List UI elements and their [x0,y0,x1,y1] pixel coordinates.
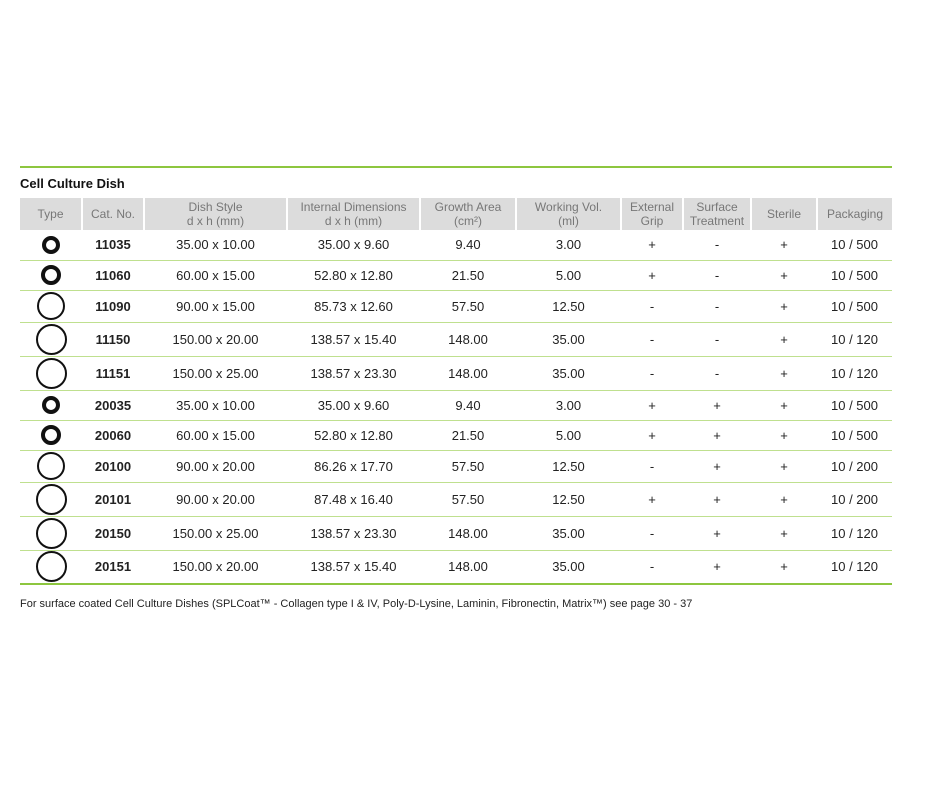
type-cell [20,550,82,584]
packaging-cell: 10 / 200 [817,450,892,482]
growth-area-cell: 57.50 [420,482,516,516]
large-dish-ring-icon [36,551,67,582]
table-row [20,260,892,290]
external-grip-cell: - [621,290,683,322]
table-row [20,450,892,482]
cat-no-cell: 20035 [82,390,144,420]
large-dish-ring-icon [36,358,67,389]
surface-treatment-cell: - [683,356,751,390]
dish-style-cell: 150.00 x 25.00 [144,516,287,550]
packaging-cell: 10 / 120 [817,550,892,584]
sterile-cell: + [751,260,817,290]
cat-no-cell: 20100 [82,450,144,482]
sterile-cell: + [751,450,817,482]
internal-dimensions-cell: 138.57 x 23.30 [287,516,420,550]
type-cell [20,516,82,550]
external-grip-cell: - [621,550,683,584]
type-cell [20,390,82,420]
dish-style-cell: 150.00 x 25.00 [144,356,287,390]
footnote: For surface coated Cell Culture Dishes (SPLCoat™ - Collagen type I & IV, Poly-D-Lysine, Laminin, Fibronectin, Matrix™) see page 30 - 37 [20,598,693,610]
type-cell [20,450,82,482]
cat-no-cell: 11060 [82,260,144,290]
cat-no-cell: 11035 [82,230,144,260]
type-cell [20,260,82,290]
col-header-internal-dimensions: Internal Dimensions d x h (mm) [287,198,420,230]
dish-style-cell: 150.00 x 20.00 [144,550,287,584]
table-row [20,290,892,322]
packaging-cell: 10 / 500 [817,230,892,260]
surface-treatment-cell: + [683,450,751,482]
growth-area-cell: 148.00 [420,516,516,550]
external-grip-cell: + [621,482,683,516]
surface-treatment-cell: + [683,420,751,450]
internal-dimensions-cell: 138.57 x 15.40 [287,322,420,356]
sterile-cell: + [751,230,817,260]
packaging-cell: 10 / 500 [817,390,892,420]
external-grip-cell: - [621,356,683,390]
external-grip-cell: + [621,420,683,450]
small-dish-ring-icon [42,236,60,254]
small-dish-ring-icon [41,265,61,285]
surface-treatment-cell: - [683,290,751,322]
col-header-surface-treatment: Surface Treatment [683,198,751,230]
table-row [20,322,892,356]
cat-no-cell: 20060 [82,420,144,450]
sterile-cell: + [751,290,817,322]
small-dish-ring-icon [41,425,61,445]
sterile-cell: + [751,516,817,550]
col-header-type: Type [20,198,82,230]
internal-dimensions-cell: 35.00 x 9.60 [287,390,420,420]
external-grip-cell: - [621,450,683,482]
packaging-cell: 10 / 120 [817,322,892,356]
working-vol-cell: 35.00 [516,550,621,584]
working-vol-cell: 35.00 [516,356,621,390]
col-header-cat-no: Cat. No. [82,198,144,230]
packaging-cell: 10 / 120 [817,516,892,550]
internal-dimensions-cell: 86.26 x 17.70 [287,450,420,482]
cat-no-cell: 20150 [82,516,144,550]
top-rule [20,166,892,168]
col-header-external-grip: External Grip [621,198,683,230]
external-grip-cell: - [621,322,683,356]
large-dish-ring-icon [36,518,67,549]
large-dish-ring-icon [36,324,67,355]
external-grip-cell: + [621,230,683,260]
sterile-cell: + [751,482,817,516]
packaging-cell: 10 / 500 [817,420,892,450]
internal-dimensions-cell: 138.57 x 23.30 [287,356,420,390]
cat-no-cell: 11150 [82,322,144,356]
packaging-cell: 10 / 500 [817,260,892,290]
working-vol-cell: 5.00 [516,260,621,290]
dish-style-cell: 60.00 x 15.00 [144,260,287,290]
working-vol-cell: 3.00 [516,390,621,420]
col-header-working-vol: Working Vol. (ml) [516,198,621,230]
packaging-cell: 10 / 200 [817,482,892,516]
dish-style-cell: 90.00 x 20.00 [144,450,287,482]
external-grip-cell: + [621,260,683,290]
type-cell [20,356,82,390]
dish-style-cell: 150.00 x 20.00 [144,322,287,356]
table-title: Cell Culture Dish [20,176,125,191]
type-cell [20,322,82,356]
cat-no-cell: 20151 [82,550,144,584]
internal-dimensions-cell: 87.48 x 16.40 [287,482,420,516]
type-cell [20,230,82,260]
internal-dimensions-cell: 52.80 x 12.80 [287,420,420,450]
sterile-cell: + [751,550,817,584]
growth-area-cell: 9.40 [420,390,516,420]
surface-treatment-cell: - [683,322,751,356]
working-vol-cell: 5.00 [516,420,621,450]
table-header-row [20,198,892,230]
internal-dimensions-cell: 35.00 x 9.60 [287,230,420,260]
table-row [20,482,892,516]
type-cell [20,482,82,516]
dish-style-cell: 60.00 x 15.00 [144,420,287,450]
col-header-growth-area: Growth Area (cm²) [420,198,516,230]
cat-no-cell: 11090 [82,290,144,322]
growth-area-cell: 148.00 [420,356,516,390]
surface-treatment-cell: - [683,260,751,290]
surface-treatment-cell: + [683,516,751,550]
sterile-cell: + [751,390,817,420]
col-header-packaging: Packaging [817,198,892,230]
table-row [20,390,892,420]
external-grip-cell: + [621,390,683,420]
surface-treatment-cell: + [683,550,751,584]
growth-area-cell: 9.40 [420,230,516,260]
col-header-dish-style: Dish Style d x h (mm) [144,198,287,230]
dish-style-cell: 35.00 x 10.00 [144,390,287,420]
dish-style-cell: 35.00 x 10.00 [144,230,287,260]
product-table [20,198,892,585]
growth-area-cell: 57.50 [420,290,516,322]
dish-style-cell: 90.00 x 15.00 [144,290,287,322]
cat-no-cell: 20101 [82,482,144,516]
working-vol-cell: 12.50 [516,482,621,516]
table-row [20,550,892,584]
col-header-sterile: Sterile [751,198,817,230]
working-vol-cell: 35.00 [516,322,621,356]
growth-area-cell: 148.00 [420,550,516,584]
growth-area-cell: 21.50 [420,420,516,450]
sterile-cell: + [751,420,817,450]
large-dish-ring-icon [36,484,67,515]
large-dish-ring-icon [37,292,65,320]
packaging-cell: 10 / 500 [817,290,892,322]
dish-style-cell: 90.00 x 20.00 [144,482,287,516]
surface-treatment-cell: - [683,230,751,260]
type-cell [20,290,82,322]
working-vol-cell: 12.50 [516,450,621,482]
surface-treatment-cell: + [683,390,751,420]
sterile-cell: + [751,356,817,390]
surface-treatment-cell: + [683,482,751,516]
growth-area-cell: 57.50 [420,450,516,482]
working-vol-cell: 3.00 [516,230,621,260]
working-vol-cell: 12.50 [516,290,621,322]
table-row [20,356,892,390]
internal-dimensions-cell: 85.73 x 12.60 [287,290,420,322]
table-row [20,420,892,450]
internal-dimensions-cell: 138.57 x 15.40 [287,550,420,584]
external-grip-cell: - [621,516,683,550]
table-row [20,230,892,260]
growth-area-cell: 148.00 [420,322,516,356]
growth-area-cell: 21.50 [420,260,516,290]
working-vol-cell: 35.00 [516,516,621,550]
packaging-cell: 10 / 120 [817,356,892,390]
table-row [20,516,892,550]
small-dish-ring-icon [42,396,60,414]
sterile-cell: + [751,322,817,356]
internal-dimensions-cell: 52.80 x 12.80 [287,260,420,290]
cat-no-cell: 11151 [82,356,144,390]
large-dish-ring-icon [37,452,65,480]
type-cell [20,420,82,450]
